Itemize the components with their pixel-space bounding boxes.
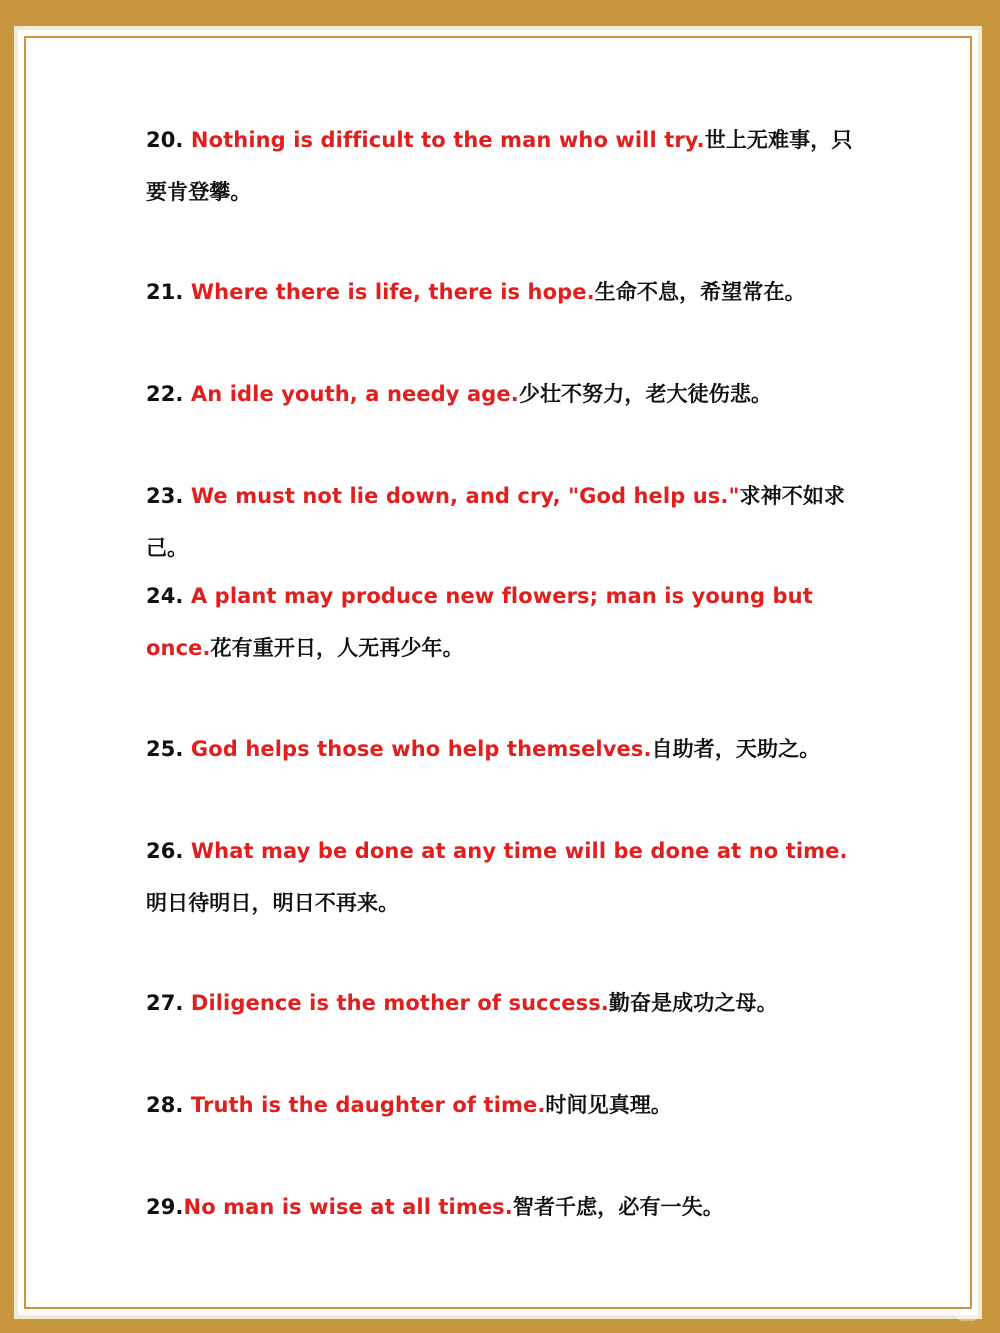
proverb-english: Where there is life, there is hope.: [190, 280, 595, 304]
proverb-item-27: [146, 977, 866, 1029]
proverb-chinese: 自助者，天助之。: [651, 737, 821, 761]
proverb-english: No man is wise at all times.: [183, 1195, 513, 1219]
proverb-number: 25.: [146, 737, 191, 761]
proverb-chinese: 世上无难事，只要肯登攀。: [146, 128, 853, 204]
proverb-list: [18, 30, 978, 1315]
proverb-english: A plant may produce new flowers; man is young but once.: [146, 584, 813, 660]
proverb-number: 29.: [146, 1195, 184, 1219]
proverb-item-22: [146, 368, 866, 420]
proverb-english: We must not lie down, and cry, "God help us.": [190, 484, 740, 508]
proverb-number: 21.: [146, 280, 191, 304]
proverb-item-28: [146, 1079, 866, 1131]
proverb-item-24: [146, 570, 866, 674]
proverb-english: Diligence is the mother of success.: [190, 991, 609, 1015]
proverb-english: God helps those who help themselves.: [190, 737, 652, 761]
proverb-item-25: [146, 723, 866, 775]
proverb-chinese: 求神不如求己。: [146, 484, 846, 560]
proverb-english: What may be done at any time will be done at no time.: [190, 839, 848, 863]
proverb-number: 23.: [146, 484, 191, 508]
watermark-icon: [956, 1309, 978, 1321]
proverb-chinese: 生命不息，希望常在。: [594, 280, 806, 304]
proverb-number: 22.: [146, 382, 191, 406]
proverb-english: An idle youth, a needy age.: [190, 382, 519, 406]
proverb-item-26: [146, 825, 866, 929]
proverb-number: 24.: [146, 584, 191, 608]
proverb-number: 20.: [146, 128, 191, 152]
proverb-number: 26.: [146, 839, 191, 863]
proverb-chinese: 勤奋是成功之母。: [608, 991, 778, 1015]
proverb-chinese: 花有重开日，人无再少年。: [210, 636, 464, 660]
proverb-chinese: 时间见真理。: [545, 1093, 673, 1117]
proverb-chinese: 少壮不努力，老大徒伤悲。: [518, 382, 773, 406]
proverb-number: 28.: [146, 1093, 191, 1117]
proverb-english: Nothing is difficult to the man who will try.: [190, 128, 705, 152]
proverb-item-21: [146, 266, 866, 318]
proverb-item-23: [146, 470, 866, 574]
proverb-english: Truth is the daughter of time.: [190, 1093, 546, 1117]
proverb-chinese: 智者千虑，必有一失。: [512, 1195, 724, 1219]
proverb-item-20: [146, 114, 866, 218]
proverb-item-29: [146, 1181, 866, 1233]
proverb-chinese: 明日待明日，明日不再来。: [146, 891, 400, 915]
proverb-number: 27.: [146, 991, 191, 1015]
page-frame: [14, 26, 982, 1319]
